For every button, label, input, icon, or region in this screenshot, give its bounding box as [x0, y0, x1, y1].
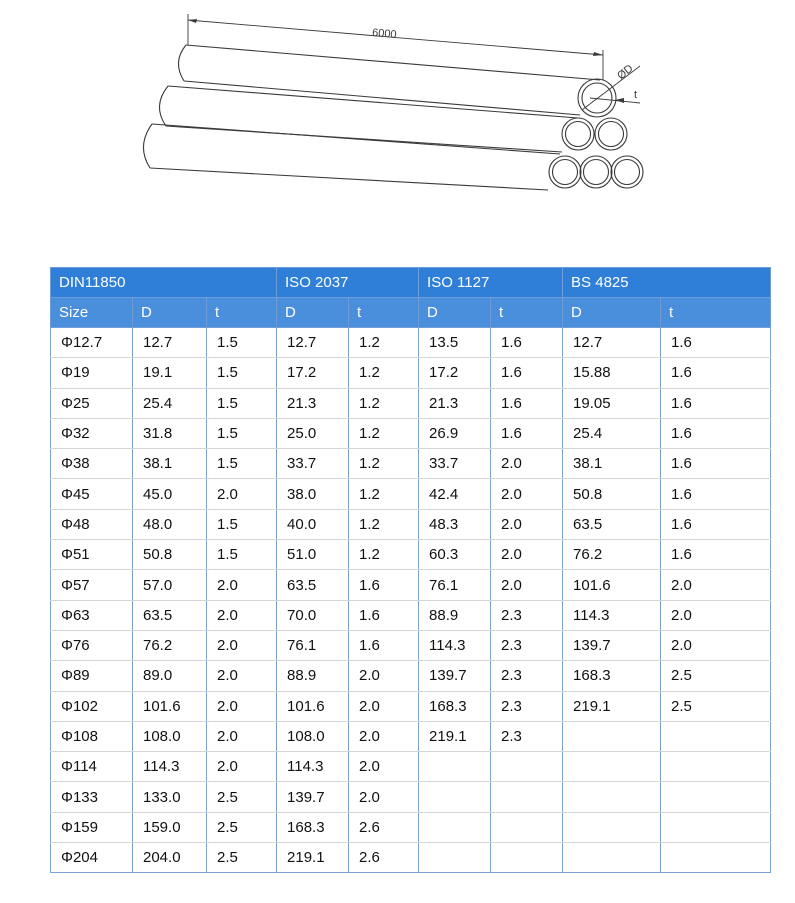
table-row [51, 570, 771, 600]
cell-iso2037-d: 70.0 [277, 600, 349, 630]
standard-din11850: DIN11850 [51, 268, 277, 298]
cell-size: Φ63 [51, 600, 133, 630]
cell-bs4825-d: 50.8 [563, 479, 661, 509]
cell-iso2037-d: 168.3 [277, 812, 349, 842]
cell-bs4825-t: 2.5 [661, 661, 771, 691]
cell-iso2037-d: 17.2 [277, 358, 349, 388]
cell-din-d: 76.2 [133, 630, 207, 660]
cell-iso2037-t: 1.2 [349, 418, 419, 448]
cell-din-d: 31.8 [133, 418, 207, 448]
cell-bs4825-d: 76.2 [563, 540, 661, 570]
cell-size: Φ25 [51, 388, 133, 418]
pipe-top [178, 45, 600, 115]
cell-din-t: 2.5 [207, 812, 277, 842]
cell-iso2037-d: 101.6 [277, 691, 349, 721]
pipe-bottom [143, 124, 560, 190]
table-row [51, 509, 771, 539]
cell-size: Φ57 [51, 570, 133, 600]
cell-din-t: 2.0 [207, 661, 277, 691]
cell-iso1127-d: 139.7 [419, 661, 491, 691]
cell-din-d: 12.7 [133, 328, 207, 358]
cell-iso2037-t: 2.0 [349, 721, 419, 751]
cell-iso1127-d [419, 843, 491, 873]
cell-iso1127-t [491, 812, 563, 842]
cell-din-d: 45.0 [133, 479, 207, 509]
cell-iso1127-t: 2.3 [491, 630, 563, 660]
table-row [51, 388, 771, 418]
cell-iso1127-d: 76.1 [419, 570, 491, 600]
col-iso2037-d: D [277, 298, 349, 328]
cell-size: Φ133 [51, 782, 133, 812]
table-body [51, 328, 771, 873]
cell-din-d: 63.5 [133, 600, 207, 630]
cell-iso1127-d: 168.3 [419, 691, 491, 721]
cell-din-t: 2.0 [207, 479, 277, 509]
cell-iso1127-d: 21.3 [419, 388, 491, 418]
cell-iso2037-t: 1.2 [349, 449, 419, 479]
table-row [51, 600, 771, 630]
cell-bs4825-t: 1.6 [661, 388, 771, 418]
cell-iso1127-d: 48.3 [419, 509, 491, 539]
cell-din-t: 1.5 [207, 509, 277, 539]
cell-bs4825-d [563, 752, 661, 782]
cell-iso2037-d: 114.3 [277, 752, 349, 782]
cell-iso2037-t: 1.2 [349, 388, 419, 418]
cell-iso2037-t: 2.0 [349, 691, 419, 721]
cell-iso1127-d: 114.3 [419, 630, 491, 660]
cell-bs4825-d: 19.05 [563, 388, 661, 418]
cell-iso1127-d: 88.9 [419, 600, 491, 630]
standards-header-row [51, 268, 771, 298]
cell-iso2037-t: 1.2 [349, 479, 419, 509]
cell-iso2037-d: 40.0 [277, 509, 349, 539]
cell-bs4825-t: 2.0 [661, 600, 771, 630]
cell-iso2037-d: 12.7 [277, 328, 349, 358]
cell-din-d: 25.4 [133, 388, 207, 418]
cell-din-t: 1.5 [207, 449, 277, 479]
cell-bs4825-d [563, 843, 661, 873]
cell-bs4825-t: 1.6 [661, 328, 771, 358]
cell-size: Φ114 [51, 752, 133, 782]
cell-iso2037-d: 63.5 [277, 570, 349, 600]
cell-size: Φ76 [51, 630, 133, 660]
cell-iso2037-d: 76.1 [277, 630, 349, 660]
cell-din-t: 1.5 [207, 328, 277, 358]
cell-iso2037-t: 1.2 [349, 540, 419, 570]
cell-iso2037-t: 1.6 [349, 630, 419, 660]
cell-bs4825-d: 139.7 [563, 630, 661, 660]
cell-din-d: 108.0 [133, 721, 207, 751]
cell-iso1127-t: 2.0 [491, 540, 563, 570]
cell-din-d: 114.3 [133, 752, 207, 782]
table-row [51, 691, 771, 721]
cell-iso1127-t [491, 752, 563, 782]
cell-din-t: 2.0 [207, 721, 277, 751]
cell-iso2037-t: 1.6 [349, 600, 419, 630]
cell-bs4825-t [661, 843, 771, 873]
cell-iso2037-d: 33.7 [277, 449, 349, 479]
cell-bs4825-d: 219.1 [563, 691, 661, 721]
cell-iso2037-t: 1.2 [349, 358, 419, 388]
cell-iso2037-d: 139.7 [277, 782, 349, 812]
cell-bs4825-d: 12.7 [563, 328, 661, 358]
cell-bs4825-d [563, 782, 661, 812]
cell-iso1127-d: 26.9 [419, 418, 491, 448]
table-row [51, 449, 771, 479]
cell-bs4825-t: 1.6 [661, 358, 771, 388]
table-row [51, 418, 771, 448]
cell-din-t: 1.5 [207, 358, 277, 388]
cell-iso1127-t: 1.6 [491, 328, 563, 358]
length-dimension [188, 14, 603, 80]
cell-iso1127-t: 2.3 [491, 721, 563, 751]
table-row [51, 812, 771, 842]
col-din-d: D [133, 298, 207, 328]
cell-din-d: 57.0 [133, 570, 207, 600]
table-row [51, 328, 771, 358]
col-iso1127-t: t [491, 298, 563, 328]
diameter-label: ØD [615, 62, 636, 83]
cell-iso1127-t: 2.3 [491, 691, 563, 721]
cell-bs4825-d: 15.88 [563, 358, 661, 388]
cell-din-t: 1.5 [207, 418, 277, 448]
cell-bs4825-t: 1.6 [661, 540, 771, 570]
cell-bs4825-t [661, 721, 771, 751]
cell-din-d: 204.0 [133, 843, 207, 873]
cell-iso2037-t: 2.0 [349, 782, 419, 812]
cell-iso2037-t: 2.6 [349, 812, 419, 842]
cell-bs4825-t [661, 782, 771, 812]
cell-din-t: 1.5 [207, 540, 277, 570]
col-size: Size [51, 298, 133, 328]
cell-iso1127-t: 1.6 [491, 388, 563, 418]
cell-size: Φ45 [51, 479, 133, 509]
cell-din-d: 19.1 [133, 358, 207, 388]
cell-iso2037-t: 1.6 [349, 570, 419, 600]
cell-size: Φ51 [51, 540, 133, 570]
cell-size: Φ48 [51, 509, 133, 539]
cell-size: Φ38 [51, 449, 133, 479]
col-bs4825-d: D [563, 298, 661, 328]
cell-iso2037-d: 38.0 [277, 479, 349, 509]
cell-iso1127-d: 60.3 [419, 540, 491, 570]
cell-din-d: 133.0 [133, 782, 207, 812]
cell-iso1127-d: 33.7 [419, 449, 491, 479]
cell-iso2037-t: 2.0 [349, 752, 419, 782]
cell-iso1127-d: 13.5 [419, 328, 491, 358]
pipe-bundle-svg [0, 0, 795, 250]
col-iso2037-t: t [349, 298, 419, 328]
cell-size: Φ19 [51, 358, 133, 388]
cell-bs4825-t: 2.0 [661, 570, 771, 600]
cell-iso1127-t [491, 782, 563, 812]
thickness-label: t [634, 89, 638, 101]
cell-bs4825-t [661, 752, 771, 782]
cell-iso1127-d: 42.4 [419, 479, 491, 509]
cell-bs4825-t: 2.5 [661, 691, 771, 721]
cell-bs4825-d [563, 812, 661, 842]
table-row [51, 479, 771, 509]
cell-iso2037-d: 108.0 [277, 721, 349, 751]
table-row [51, 752, 771, 782]
cell-bs4825-d: 101.6 [563, 570, 661, 600]
cell-din-t: 2.0 [207, 600, 277, 630]
col-iso1127-d: D [419, 298, 491, 328]
cell-din-t: 2.0 [207, 752, 277, 782]
cell-bs4825-t: 1.6 [661, 479, 771, 509]
cell-bs4825-d: 38.1 [563, 449, 661, 479]
column-header-row [51, 298, 771, 328]
cell-din-d: 101.6 [133, 691, 207, 721]
cell-iso1127-d [419, 782, 491, 812]
standard-iso2037: ISO 2037 [277, 268, 419, 298]
cell-din-d: 48.0 [133, 509, 207, 539]
cell-iso1127-t: 1.6 [491, 418, 563, 448]
cell-din-t: 2.0 [207, 691, 277, 721]
cell-din-t: 2.0 [207, 570, 277, 600]
pipe-middle [159, 86, 578, 152]
cell-bs4825-t: 2.0 [661, 630, 771, 660]
length-label: 6000 [371, 26, 398, 41]
pipe-bundle-drawing [0, 0, 795, 250]
cell-iso1127-d: 219.1 [419, 721, 491, 751]
cell-bs4825-t: 1.6 [661, 418, 771, 448]
cell-din-d: 50.8 [133, 540, 207, 570]
cell-din-d: 38.1 [133, 449, 207, 479]
cell-iso1127-t: 2.0 [491, 570, 563, 600]
cell-bs4825-d: 114.3 [563, 600, 661, 630]
cell-iso2037-d: 25.0 [277, 418, 349, 448]
cell-iso1127-t: 2.3 [491, 600, 563, 630]
cell-din-t: 2.5 [207, 782, 277, 812]
cell-din-d: 159.0 [133, 812, 207, 842]
cell-size: Φ12.7 [51, 328, 133, 358]
pipe-ends [549, 79, 643, 188]
cell-size: Φ89 [51, 661, 133, 691]
cell-bs4825-t [661, 812, 771, 842]
cell-din-t: 2.0 [207, 630, 277, 660]
table-row [51, 661, 771, 691]
cell-size: Φ102 [51, 691, 133, 721]
cell-bs4825-d: 25.4 [563, 418, 661, 448]
cell-din-t: 2.5 [207, 843, 277, 873]
col-din-t: t [207, 298, 277, 328]
cell-bs4825-t: 1.6 [661, 509, 771, 539]
table-row [51, 843, 771, 873]
cell-iso2037-d: 219.1 [277, 843, 349, 873]
cell-size: Φ159 [51, 812, 133, 842]
cell-bs4825-d: 168.3 [563, 661, 661, 691]
cell-iso1127-d [419, 752, 491, 782]
cell-iso2037-d: 51.0 [277, 540, 349, 570]
cell-iso2037-t: 2.0 [349, 661, 419, 691]
standard-iso1127: ISO 1127 [419, 268, 563, 298]
cell-iso2037-t: 1.2 [349, 328, 419, 358]
pipe-size-table [50, 267, 771, 873]
col-bs4825-t: t [661, 298, 771, 328]
cell-iso1127-d: 17.2 [419, 358, 491, 388]
cell-iso1127-t: 1.6 [491, 358, 563, 388]
table-row [51, 782, 771, 812]
cell-iso1127-t: 2.0 [491, 479, 563, 509]
cell-size: Φ204 [51, 843, 133, 873]
cell-iso1127-t: 2.3 [491, 661, 563, 691]
cell-iso2037-d: 88.9 [277, 661, 349, 691]
cell-bs4825-d [563, 721, 661, 751]
cell-bs4825-t: 1.6 [661, 449, 771, 479]
standard-bs4825: BS 4825 [563, 268, 771, 298]
cell-iso1127-t [491, 843, 563, 873]
table-row [51, 630, 771, 660]
cell-size: Φ108 [51, 721, 133, 751]
cell-iso1127-t: 2.0 [491, 509, 563, 539]
cell-bs4825-d: 63.5 [563, 509, 661, 539]
cell-iso1127-d [419, 812, 491, 842]
cell-size: Φ32 [51, 418, 133, 448]
cell-iso2037-t: 1.2 [349, 509, 419, 539]
cell-din-t: 1.5 [207, 388, 277, 418]
cell-din-d: 89.0 [133, 661, 207, 691]
cell-iso2037-t: 2.6 [349, 843, 419, 873]
cell-iso1127-t: 2.0 [491, 449, 563, 479]
table-row [51, 540, 771, 570]
table-row [51, 358, 771, 388]
table-row [51, 721, 771, 751]
cell-iso2037-d: 21.3 [277, 388, 349, 418]
